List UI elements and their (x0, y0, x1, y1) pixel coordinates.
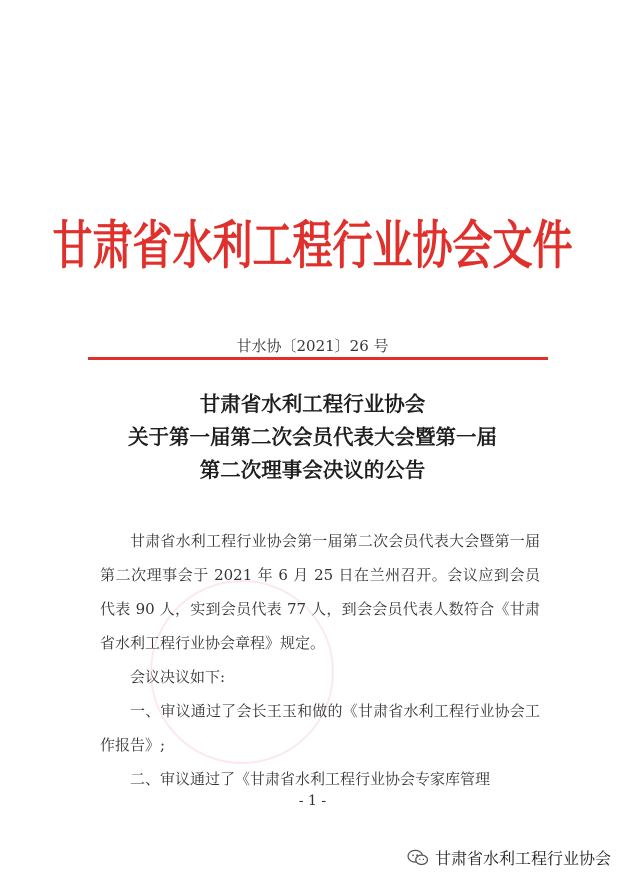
document-number: 甘水协〔2021〕26 号 (236, 337, 389, 355)
body-paragraph-2: 会议决议如下: (130, 668, 226, 686)
watermark-text: 甘肃省水利工程行业协会 (434, 849, 611, 868)
title-line-3: 第二次理事会决议的公告 (199, 458, 426, 482)
red-divider (88, 357, 548, 360)
body-paragraph-4: 二、审议通过了《甘肃省水利工程行业协会专家库管理 (130, 770, 491, 788)
body-paragraph-3: 一、审议通过了会长王玉和做的《甘肃省水利工程行业协会工作报告》; (100, 702, 540, 754)
body-paragraph-1: 甘肃省水利工程行业协会第一届第二次会员代表大会暨第一届第二次理事会于 2021 年 6 月 25 日在兰州召开。会议应到会员代表 90 人，实到会员代表 77 人，到会会员代表人数符合《甘肃省水利工程行业协会章程》规定。 (100, 532, 540, 652)
document-header-title: 甘肃省水利工程行业协会文件 (52, 216, 573, 277)
page-number: - 1 - (298, 793, 327, 809)
wechat-icon (407, 849, 429, 867)
wechat-watermark (407, 846, 611, 869)
announcement-title (0, 388, 625, 487)
document-body (100, 524, 540, 796)
title-line-1: 甘肃省水利工程行业协会 (199, 392, 426, 416)
title-line-2: 关于第一届第二次会员代表大会暨第一届 (128, 425, 497, 449)
